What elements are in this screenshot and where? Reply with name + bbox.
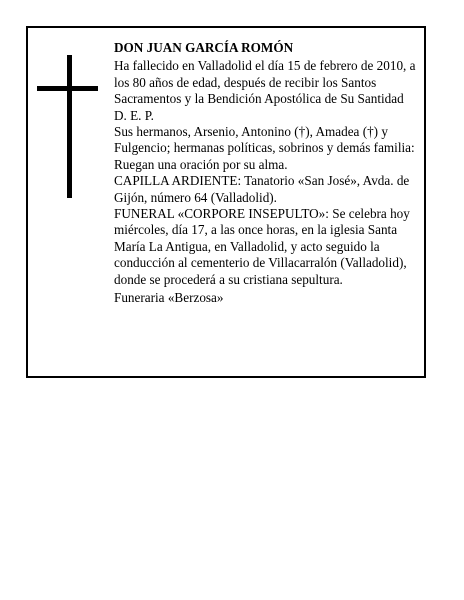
cross-horizontal-bar bbox=[37, 86, 98, 91]
prayer-request: Ruegan una oración por su alma. bbox=[114, 156, 288, 172]
family-list: Sus hermanos, Arsenio, Antonino (†), Amadea (†) y Fulgencio; hermanas políticas, sobrinos y demás familia: bbox=[114, 124, 415, 156]
obituary-notice bbox=[26, 26, 426, 378]
chapel-info: CAPILLA ARDIENTE: Tanatorio «San José», Avda. de Gijón, número 64 (Valladolid). bbox=[114, 173, 410, 205]
cross-vertical-bar bbox=[67, 55, 72, 198]
funeral-info: FUNERAL «CORPORE INSEPULTO»: Se celebra hoy miércoles, día 17, a las once horas, en la iglesia Santa María La Antigua, en Valladolid, y acto seguido la conducción al cementerio de Villacarralón (Valladolid), donde se procederá a su cristiana sepultura. bbox=[114, 206, 410, 287]
funeral-home: Funeraria «Berzosa» bbox=[114, 290, 224, 306]
dep-line: D. E. P. bbox=[114, 107, 154, 123]
death-announcement: Ha fallecido en Valladolid el día 15 de febrero de 2010, a los 80 años de edad, después de recibir los Santos Sacramentos y la Bendición Apostólica de Su Santidad bbox=[114, 58, 416, 107]
deceased-name: DON JUAN GARCÍA ROMÓN bbox=[114, 40, 294, 55]
obituary-text bbox=[114, 40, 426, 307]
